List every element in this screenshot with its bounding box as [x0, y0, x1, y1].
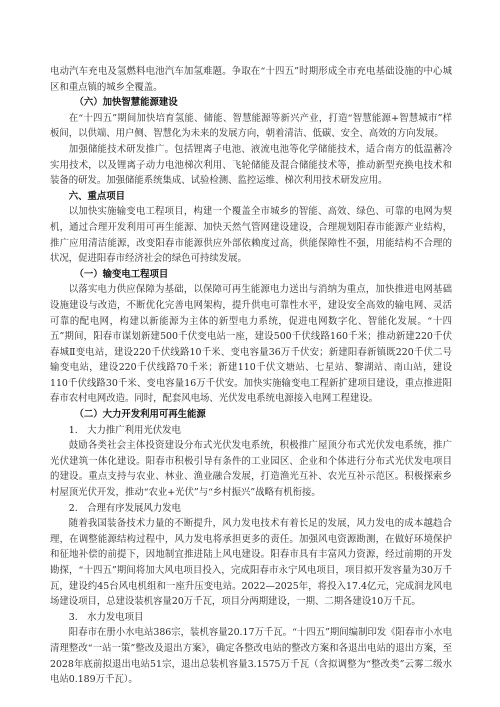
heading-key-projects: 六、重点项目	[68, 190, 126, 202]
heading-renewable-energy: （二）大力开发利用可再生能源	[74, 409, 206, 421]
subheading-wind: 2. 合理有序发展风力发电	[68, 502, 181, 514]
subheading-solar: 1. 大力推广利用光伏发电	[68, 424, 181, 436]
paragraph-hydro: 阳春市在册小水电站386宗，装机容量20.17万千瓦。“十四五”期间编制印发《阳春市小水电清理整改“一站一策”整改及退出方案》，确定各整改电站的整改方案和各退出电站的退出方案，至2028年底前拟退出电站51宗，退出总装机容量3.1575万千瓦（含拟调整为“整改类”云雾二级水电站0.189万千瓦）。	[50, 627, 452, 686]
heading-transmission-projects: （一）输变电工程项目	[74, 268, 169, 280]
paragraph-intro-continued: 电动汽车充电及氢燃料电池汽车加氢难题。争取在“十四五”时期形成全市充电基础设施的中心城区和重点镇的城乡全覆盖。	[50, 66, 452, 93]
paragraph-transmission: 以落实电力供应保障为基础，以保障可再生能源电力送出与消纳为重点，加快推进电网基础设施建设与改造，不断优化完善电网架构，提升供电可靠性水平，建设安全高效的输电网、灵活可靠的配电网，构建以新能源为主体的新型电力系统，促进电网数字化、智能化发展。“十四五”期间，阳春市谋划新建500千伏变电站一座，建设500千伏线路160千米；推动新建220千伏春城Ⅱ变电站，建设220千伏线路10千米、变电容量36万千伏安；新建阳春新镇既220千伏二号输变电站，建设220千伏线路70千米；新建110千伏文塘站、七星站、黎湖站、南山站，建设110千伏线路30千米、变电容量16万千伏安。加快实施输变电工程新扩建项目建设，重点推进阳春市农村电网改造。同时，配套风电场、光伏发电系统电源接入电网工程建设。	[50, 284, 452, 405]
paragraph-smart-energy: 在“十四五”期间加快培育氢能、储能、智慧能源等新兴产业，打造“智慧能源+智慧城市”样板间，以供端、用户侧、智慧化为未来的发展方向，朝着清洁、低碳、安全、高效的方向发展。	[50, 112, 452, 140]
heading-smart-energy: （六）加快智慧能源建设	[74, 97, 178, 109]
paragraph-solar: 鼓励各类社会主体投资建设分布式光伏发电系统，积极推广屋顶分布式光伏发电系统，推广光伏建筑一体化建设。阳春市积极引导有条件的工业园区、企业和个体进行分布式光伏发电项目的建设。重点支持与农业、林业、渔业融合发展，打造渔光互补、农光互补示范区。积极探索乡村屋顶光伏开发，推动“农业+光伏”与“乡村振兴”战略有机衔接。	[50, 440, 452, 499]
paragraph-key-projects: 以加快实施输变电工程项目，构建一个覆盖全市城乡的智能、高效、绿色、可靠的电网为契机，通过合理开发利用可再生能源、加快天然气管网建设建设，合理规划阳春市能源产业结构，推广应用清洁能源，改变阳春市能源供应外部依赖度过高，供能保障性不强，用能结构不合理的状况，促进阳春市经济社会的绿色可持续发展。	[50, 206, 452, 265]
paragraph-storage-tech: 加强储能技术研发推广。包括锂离子电池、液流电池等化学储能技术，适合南方的低温蓄冷实用技术，以及锂离子动力电池梯次利用、飞轮储能及混合储能技术等，推动新型充换电技术和装备的研发。加强储能系统集成、试验检测、监控运维、梯次利用技术研发应用。	[50, 143, 452, 187]
paragraph-wind: 随着我国装备技术力量的不断提升，风力发电技术有着长足的发展，风力发电的成本越趋合理，在调整能源结构过程中，风力发电将承担更多的责任。加强风电资源勘测，在做好环境保护和征地补偿的前提下，因地制宜推进陆上风电建设。阳春市具有丰富风力资源，经过前期的开发勘探，“十四五”期间将加大风电项目投入，完成阳春市永宁风电项目，项目拟开发容量为30万千瓦，建设约45台风电机组和一座升压变电站。2022—2025年，将投入17.4亿元，完成润龙风电场建设项目，总建设装机容量20万千瓦，项目分两期建设，一期、二期各建设10万千瓦。	[50, 518, 452, 608]
subheading-hydro: 3. 水力发电项目	[68, 611, 144, 623]
